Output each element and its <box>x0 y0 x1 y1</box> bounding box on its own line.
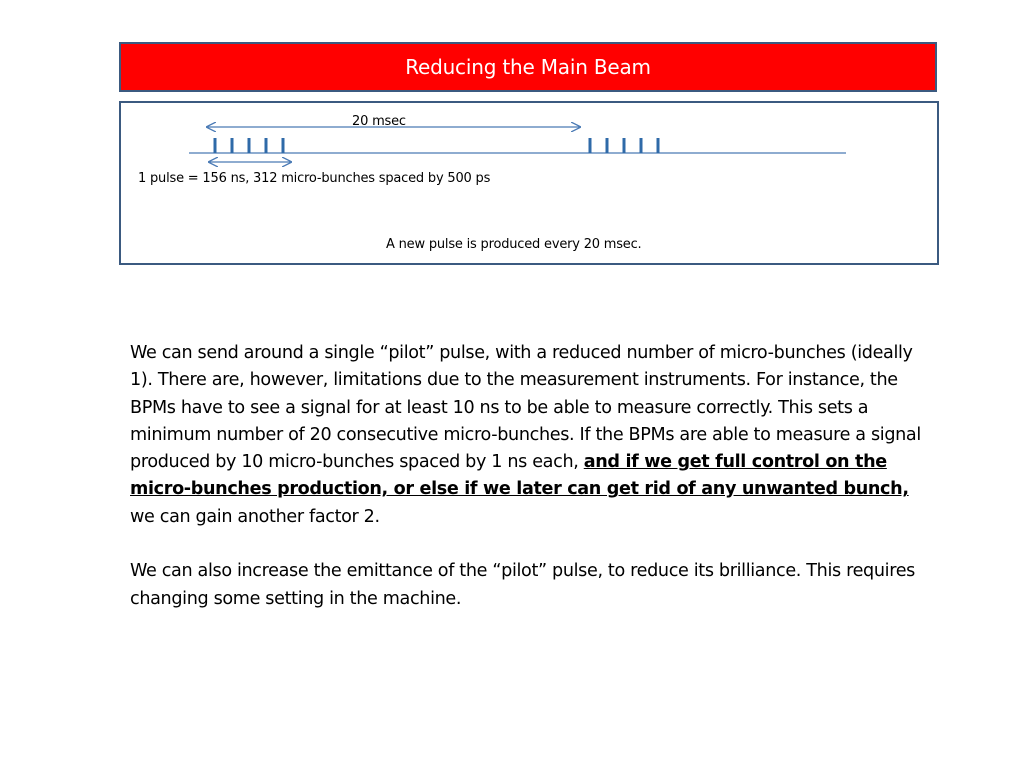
paragraph-text: we can gain another factor 2. <box>130 506 380 527</box>
diagram-caption: A new pulse is produced every 20 msec. <box>386 237 642 252</box>
paragraph-emittance: We can also increase the emittance of the “pilot” pulse, to reduce its brilliance. This requires changing some setting in the machine. <box>130 561 915 609</box>
body-text <box>130 340 930 613</box>
paragraph-pilot-pulse <box>130 340 930 531</box>
pulse-train-2 <box>590 138 658 153</box>
pulse-train-1 <box>215 138 283 153</box>
slide-title: Reducing the Main Beam <box>405 55 651 79</box>
emphasized-text: and if we get full control on the micro-bunches production, or else if we later can get rid of any unwanted bunch, <box>130 452 909 500</box>
slide-title-banner <box>119 42 937 92</box>
paragraph-text: We can send around a single “pilot” pulse, with a reduced number of micro-bunches (ideally 1). There are, however, limitations due to the measurement instruments. For instance, the BPMs have to see a signal for at least 10 ns to be able to measure correctly. This sets a minimum number of 20 consecutive micro-bunches. If the BPMs are able to measure a signal produced by 10 micro-bunches spaced by 1 ns each, <box>130 343 921 473</box>
period-label: 20 msec <box>352 114 406 129</box>
pulse-label: 1 pulse = 156 ns, 312 micro-bunches spaced by 500 ps <box>138 171 491 186</box>
pulse-diagram-frame <box>119 101 939 265</box>
